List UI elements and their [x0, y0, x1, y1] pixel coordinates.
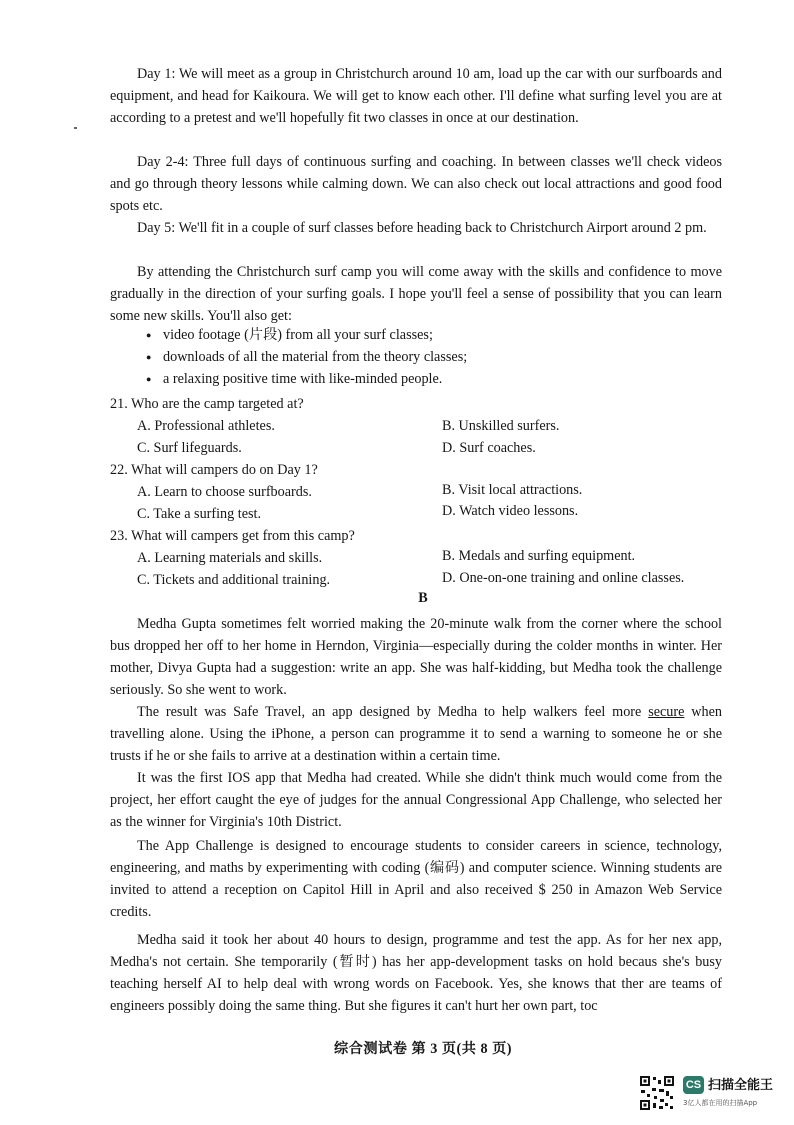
- scanner-app-name: 扫描全能王: [708, 1078, 774, 1093]
- medha-paragraph-2: [110, 701, 722, 767]
- scan-speck: [74, 127, 77, 129]
- medha-paragraph-4: The App Challenge is designed to encourage students to consider careers in science, technology, engineering, and maths by experimenting with coding (编码) and computer science. Winning students are invited to attend a reception on Capitol Hill in April and also received $ 250 in Amazon Web Service credits.: [110, 838, 722, 920]
- section-b-heading: B: [418, 590, 428, 606]
- q22-option-a[interactable]: A. Learn to choose surfboards.: [137, 484, 312, 500]
- medha-paragraph-3: It was the first IOS app that Medha had created. While she didn't think much would come from the project, her effort caught the eye of judges for the annual Congressional App Challenge, who selected her as the winner for Virginia's 10th District.: [110, 770, 722, 830]
- page-footer: 综合测试卷 第 3 页(共 8 页): [333, 1041, 513, 1057]
- q23-option-c[interactable]: C. Tickets and additional training.: [137, 572, 331, 588]
- question-22-stem: 22. What will campers do on Day 1?: [110, 462, 318, 478]
- paragraph-2-text-start: The result was Safe Travel, an app designed by Medha to help walkers feel more: [137, 704, 649, 720]
- q22-option-d[interactable]: D. Watch video lessons.: [442, 503, 579, 519]
- q23-option-b[interactable]: B. Medals and surfing equipment.: [442, 548, 636, 564]
- q23-option-d[interactable]: D. One-on-one training and online classes.: [442, 570, 685, 586]
- medha-paragraph-1: Medha Gupta sometimes felt worried making the 20-minute walk from the corner where the school bus dropped her off to her home in Herndon, Virginia—especially during the colder months in winter. Her mother, Divya Gupta had a suggestion: write an app. She was half-kidding, but Medha took the challenge seriously. So she went to work.: [110, 616, 722, 698]
- question-21-stem: 21. Who are the camp targeted at?: [110, 396, 304, 412]
- qr-code-icon: [639, 1075, 675, 1111]
- scanner-tagline: 3亿人都在用的扫描App: [683, 1099, 758, 1107]
- q22-option-b[interactable]: B. Visit local attractions.: [442, 482, 583, 498]
- day1-paragraph: Day 1: We will meet as a group in Christchurch around 10 am, load up the car with our surfboards and equipment, and head for Kaikoura. We will get to know each other. I'll define what surfing level you are at according to a pretest and we'll hopefully fit two classes in once at our destination.: [110, 66, 722, 126]
- q21-option-a[interactable]: A. Professional athletes.: [137, 418, 275, 434]
- q23-option-a[interactable]: A. Learning materials and skills.: [137, 550, 323, 566]
- benefit-list: [146, 324, 467, 390]
- benefit-item: ● video footage (片段) from all your surf classes;: [146, 324, 467, 346]
- camscanner-logo-icon: CS: [683, 1076, 704, 1094]
- medha-paragraph-5: Medha said it took her about 40 hours to design, programme and test the app. As for her nex app, Medha's not certain. She temporarily (暂时) has her app-development tasks on hold becaus she's busy teaching herself AI to help deal with wrong words on Facebook. Yes, she knows that ther are teams of engineers possibly doing the same thing. But she figures it can't hurt her own part, toc: [110, 932, 722, 1014]
- day5-paragraph: Day 5: We'll fit in a couple of surf classes before heading back to Christchurch Airport around 2 pm.: [137, 220, 707, 236]
- camp-benefits-paragraph: By attending the Christchurch surf camp you will come away with the skills and confidence to move gradually in the direction of your surfing goals. I hope you'll feel a sense of possibility that you can learn some new skills. You'll also get:: [110, 264, 722, 324]
- day2-4-paragraph: Day 2-4: Three full days of continuous surfing and coaching. In between classes we'll check videos and go through theory lessons while calming down. We can also check out local attractions and good food spots etc.: [110, 154, 722, 214]
- underlined-word-secure: secure: [648, 704, 685, 720]
- q21-option-b[interactable]: B. Unskilled surfers.: [442, 418, 560, 434]
- question-23-stem: 23. What will campers get from this camp?: [110, 528, 355, 544]
- q21-option-c[interactable]: C. Surf lifeguards.: [137, 440, 242, 456]
- q22-option-c[interactable]: C. Take a surfing test.: [137, 506, 262, 522]
- q21-option-d[interactable]: D. Surf coaches.: [442, 440, 536, 456]
- benefit-item: ● a relaxing positive time with like-minded people.: [146, 368, 467, 390]
- benefit-item: ● downloads of all the material from the theory classes;: [146, 346, 467, 368]
- paragraph-2-text-end: when travelling alone. Using the iPhone, a person can programme it to send a warning to someone he or she trusts if he or she fails to arrive at a destination within a certain time.: [110, 704, 722, 764]
